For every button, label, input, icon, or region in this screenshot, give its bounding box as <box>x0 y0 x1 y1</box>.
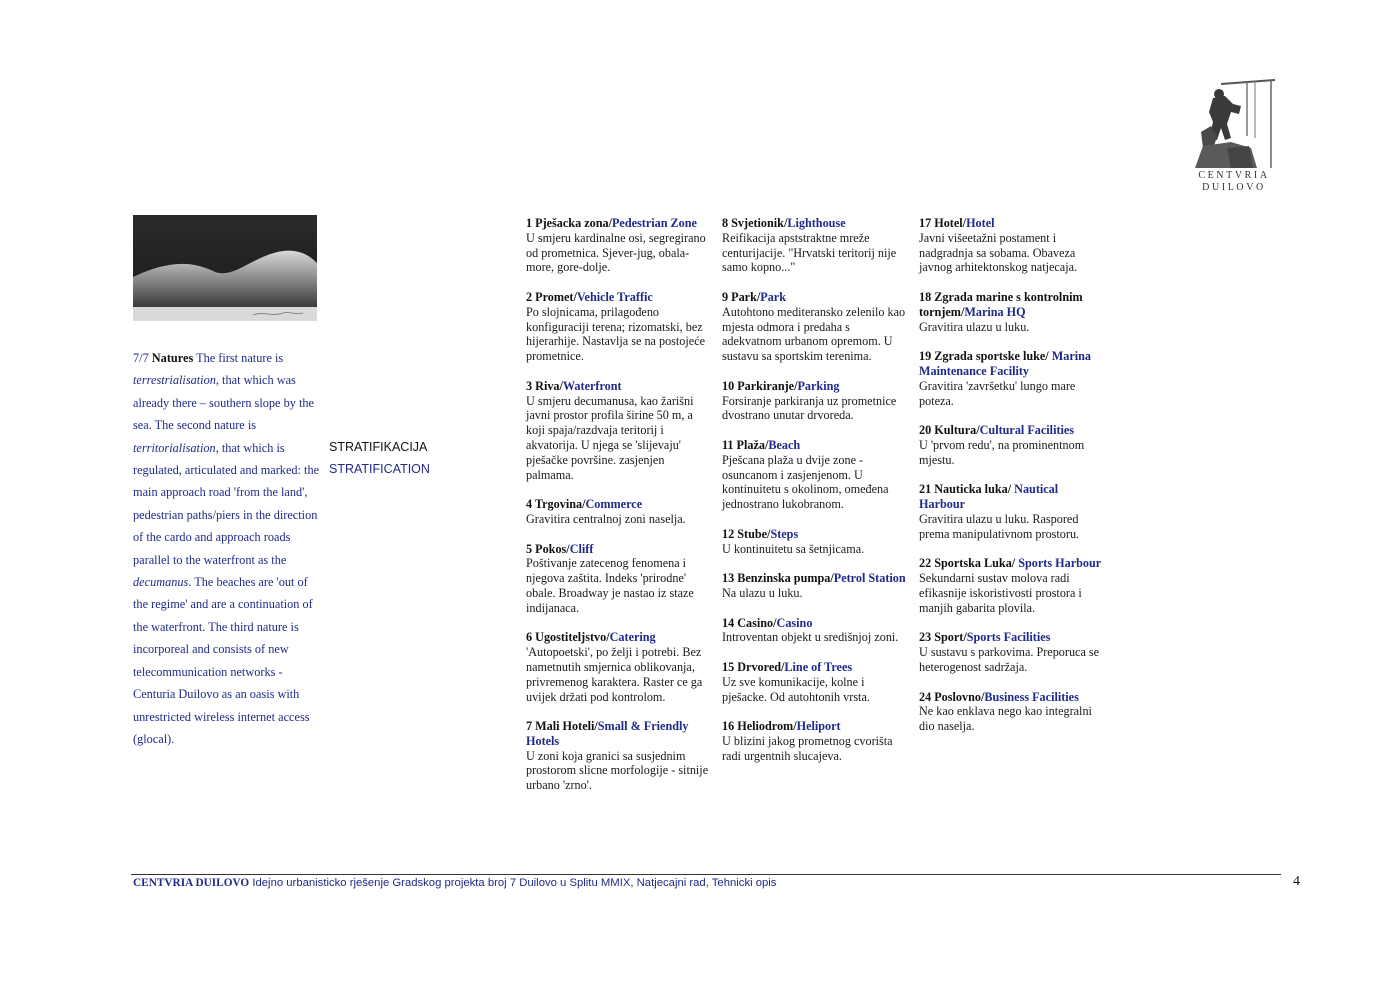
legend-item-text: Autohtono mediteransko zelenilo kao mjesta odmora i predaha s adekvatnom urbanom opremom. U sustavu sa sportskim terenima. <box>722 304 906 364</box>
legend-item-title-hr: 8 Svjetionik/ <box>722 216 788 230</box>
legend-item-heading <box>919 423 1107 438</box>
legend-item <box>722 379 910 423</box>
legend-item-title-en: Cultural Facilities <box>979 423 1075 438</box>
legend-column-3 <box>919 216 1107 749</box>
legend-item-title-en: Casino <box>776 615 813 630</box>
legend-item-heading <box>722 616 910 631</box>
legend-item-title-hr: 7 Mali Hoteli/ <box>526 719 598 734</box>
legend-item <box>919 349 1107 408</box>
legend-item-text: Ne kao enklava nego kao integralni dio naselja. <box>919 704 1092 734</box>
legend-item-text: U smjeru kardinalne osi, segregirano od prometnica. Sjever-jug, obala-more, gore-dolje. <box>526 230 706 275</box>
legend-item <box>722 438 910 512</box>
legend-item-text: U blizini jakog prometnog cvorišta radi urgentnih slucajeva. <box>722 733 893 763</box>
legend-item-text: Gravitira centralnoj zoni naselja. <box>526 511 686 526</box>
legend-item-heading <box>722 379 910 394</box>
legend-item-text: Poštivanje zatecenog fenomena i njegova zaštita. Indeks 'prirodne' obale. Broadway je nastao iz staze indijanaca. <box>526 556 694 615</box>
natures-number: 7/7 <box>133 351 149 365</box>
legend-item-title-en: Business Facilities <box>984 689 1079 704</box>
legend-item-heading <box>526 216 714 231</box>
legend-item-title-en: Pedestrian Zone <box>611 216 697 230</box>
legend-item-title-en: Steps <box>770 526 799 541</box>
legend-item-title-en: Vehicle Traffic <box>576 289 653 304</box>
legend-item-heading <box>722 290 910 305</box>
legend-item <box>722 719 910 763</box>
legend-item-title-hr: 21 Nauticka luka/ <box>919 482 1015 497</box>
legend-item-heading <box>526 719 714 749</box>
legend-item-title-hr: 17 Hotel/ <box>919 216 967 230</box>
legend-item-title-hr: 3 Riva/ <box>526 378 563 393</box>
legend-item-title-en: Heliport <box>796 719 841 734</box>
legend-item-heading <box>526 379 714 394</box>
legend-item-text: U zoni koja granici sa susjednim prostorom slicne morfologije - sitnije urbano 'zrno'. <box>526 748 709 793</box>
legend-item-title-en: Sports Facilities <box>966 630 1051 645</box>
legend-item-heading <box>526 542 714 557</box>
legend-item-text: U kontinuitetu sa šetnjicama. <box>722 541 865 556</box>
legend-item <box>526 216 714 275</box>
legend-item-title-hr: 18 Zgrada marine s kontrolnim tornjem/ <box>919 289 1083 319</box>
legend-item <box>526 542 714 616</box>
legend-item <box>919 216 1107 275</box>
legend-column-1 <box>526 216 714 808</box>
page-number: 4 <box>1293 874 1300 889</box>
legend-item-text: Pješcana plaža u dvije zone - osuncanom i zasjenjenom. U kontinuitetu s okolinom, omeđena jednostrano lukobranom. <box>722 452 889 512</box>
footer-brand: CENTVRIA DUILOVO <box>133 877 250 889</box>
legend-item-text: Reifikacija apststraktne mreže centurijacije. "Hrvatski teritorij nije samo kopno..." <box>722 230 897 275</box>
legend-column-2 <box>722 216 910 778</box>
legend-item-text: Sekundarni sustav molova radi efikasnije iskoristivosti prostora i manjih gabarita plovila. <box>919 571 1082 615</box>
legend-item-heading <box>722 571 910 586</box>
legend-item-heading <box>722 438 910 453</box>
natures-title: Natures <box>151 351 194 365</box>
legend-item-title-hr: 5 Pokos/ <box>526 541 570 556</box>
legend-item-text: Introventan objekt u središnjoj zoni. <box>722 630 899 645</box>
legend-item-title-hr: 22 Sportska Luka/ <box>919 556 1019 571</box>
legend-item-text: U smjeru decumanusa, kao žarišni javni prostor profila širine 50 m, a koji spaja/razdvaja teritorij i akvatorija. U njega se 'slijevaju' pješačke površine. zasjenjen palmama. <box>526 393 694 482</box>
legend-item-title-hr: 4 Trgovina/ <box>526 497 586 512</box>
legend-item-title-en: Sports Harbour <box>1018 556 1102 571</box>
legend-item-title-en: Lighthouse <box>787 216 846 230</box>
legend-item <box>919 290 1107 334</box>
legend-item-title-hr: 16 Heliodrom/ <box>722 719 797 734</box>
legend-item-title-hr: 10 Parkiranje/ <box>722 378 798 393</box>
legend-item <box>722 527 910 557</box>
stratification-label <box>329 436 430 480</box>
legend-item-title-en: Commerce <box>585 497 643 512</box>
legend-item <box>919 423 1107 467</box>
legend-item-title-hr: 11 Plaža/ <box>722 437 769 452</box>
legend-item <box>919 482 1107 541</box>
legend-item-title-hr: 24 Poslovno/ <box>919 689 985 704</box>
legend-item-title-hr: 15 Drvored/ <box>722 659 785 674</box>
legend-item-text: U sustavu s parkovima. Preporuca se heterogenost sadržaja. <box>919 645 1100 674</box>
legend-item <box>722 616 910 646</box>
legend-item-text: Na ulazu u luku. <box>722 585 803 600</box>
logo-line-1: CENTVRIA <box>1198 170 1270 181</box>
legend-item-title-en: Beach <box>768 437 801 452</box>
legend-item-title-en: Park <box>760 289 786 304</box>
legend-item-title-en: Marina Maintenance Facility <box>919 349 1091 378</box>
legend-item-heading <box>722 527 910 542</box>
legend-item <box>526 379 714 483</box>
legend-item-title-hr: 13 Benzinska pumpa/ <box>722 571 834 586</box>
legend-item <box>722 660 910 704</box>
legend-item-text: Po slojnicama, prilagođeno konfiguraciji terena; rizomatski, bez hijerarhije. Nastavlja se na postojeće prometnice. <box>526 304 706 364</box>
legend-item-title-hr: 19 Zgrada sportske luke/ <box>919 349 1052 364</box>
legend-item-heading <box>919 349 1107 379</box>
legend-item <box>526 290 714 364</box>
legend-item <box>722 290 910 364</box>
stratification-en: STRATIFICATION <box>329 462 430 476</box>
legend-item-text: Gravitira ulazu u luku. <box>919 319 1030 334</box>
legend-item-title-en: Hotel <box>966 216 995 230</box>
legend-item-text: 'Autopoetski', po želji i potrebi. Bez nametnutih smjernica oblikovanja, privremenog karaktera. Raster ce ga uvijek držati pod kontrolom. <box>526 645 703 704</box>
legend-item-heading <box>919 556 1107 571</box>
legend-item-text: Gravitira 'završetku' lungo mare poteza. <box>919 378 1076 408</box>
legend-item-heading <box>526 630 714 645</box>
legend-item <box>526 719 714 793</box>
legend-item-title-en: Nautical Harbour <box>919 482 1059 512</box>
legend-item <box>919 630 1107 674</box>
legend-item <box>722 571 910 601</box>
legend-item-text: Forsiranje parkiranja uz prometnice dvostrano unutar drvoreda. <box>722 393 897 423</box>
legend-item-title-en: Line of Trees <box>784 659 853 674</box>
legend-item-title-en: Waterfront <box>562 378 622 393</box>
legend-item-heading <box>919 482 1107 512</box>
legend-item-title-hr: 20 Kultura/ <box>919 423 980 438</box>
legend-item <box>919 556 1107 615</box>
legend-item-heading <box>722 719 910 734</box>
footer-rule <box>131 874 1281 875</box>
legend-item-text: Uz sve komunikacije, kolne i pješacke. Od autohtonih vrsta. <box>722 674 870 704</box>
legend-item <box>526 497 714 527</box>
legend-item-heading <box>722 660 910 675</box>
legend-item-text: Gravitira ulazu u luku. Raspored prema manipulativnom prostoru. <box>919 511 1080 541</box>
legend-item-title-hr: 14 Casino/ <box>722 615 777 630</box>
legend-item-heading <box>526 290 714 305</box>
legend-item-heading <box>919 216 1107 231</box>
natures-paragraph: 7/7 Natures The first nature is terrestrialisation, that which was already there – southern slope by the sea. The second nature is territorialisation, that which is regulated, articulated and marked: the main approach road 'from the land', pedestrian paths/piers in the direction of the cardo and approach roads parallel to the waterfront as the decumanus. The beaches are 'out of the regime' and are a continuation of the waterfront. The third nature is incorporeal and consists of new telecommunication networks - Centuria Duilovo as an oasis with unrestricted wireless internet access (glocal). <box>133 351 320 746</box>
legend-item-title-hr: 12 Stube/ <box>722 526 771 541</box>
legend-item-title-en: Cliff <box>569 541 594 556</box>
legend-item-title-hr: 2 Promet/ <box>526 289 577 304</box>
legend-item-title-en: Catering <box>609 630 656 645</box>
legend-item-title-en: Small & Friendly Hotels <box>526 719 689 748</box>
legend-item-title-hr: 9 Park/ <box>722 289 761 304</box>
legend-item-title-en: Parking <box>797 378 840 393</box>
legend-item-text: Javni višeetažni postament i nadgradnja sa sobama. Obaveza javnog arhitektonskog natjecaja. <box>919 230 1078 275</box>
legend-item-title-hr: 6 Ugostiteljstvo/ <box>526 630 610 645</box>
legend-item <box>919 690 1107 734</box>
legend-item-title-hr: 1 Pješacka zona/ <box>526 216 612 230</box>
legend-item <box>526 630 714 704</box>
legend-item-text: U 'prvom redu', na prominentnom mjestu. <box>919 437 1085 467</box>
footer-text: Idejno urbanisticko rješenje Gradskog projekta broj 7 Duilovo u Splitu MMIX, Natjecajni rad, Tehnicki opis <box>249 877 777 889</box>
legend-item-heading <box>919 690 1107 705</box>
legend-item <box>722 216 910 275</box>
legend-item-title-en: Petrol Station <box>833 571 906 586</box>
legend-item-title-en: Marina HQ <box>964 304 1026 319</box>
legend-item-heading <box>526 497 714 512</box>
legend-item-heading <box>919 630 1107 645</box>
footer <box>133 876 776 890</box>
legend-item-heading <box>722 216 910 231</box>
legend-item-heading <box>919 290 1107 320</box>
legend-item-title-hr: 23 Sport/ <box>919 630 967 645</box>
logo-line-2: DUILOVO <box>1202 182 1266 193</box>
nude-photograph <box>133 215 317 321</box>
statue-icon <box>1191 76 1277 170</box>
stratification-hr: STRATIFIKACIJA <box>329 440 428 454</box>
centuria-logo <box>1190 76 1278 194</box>
